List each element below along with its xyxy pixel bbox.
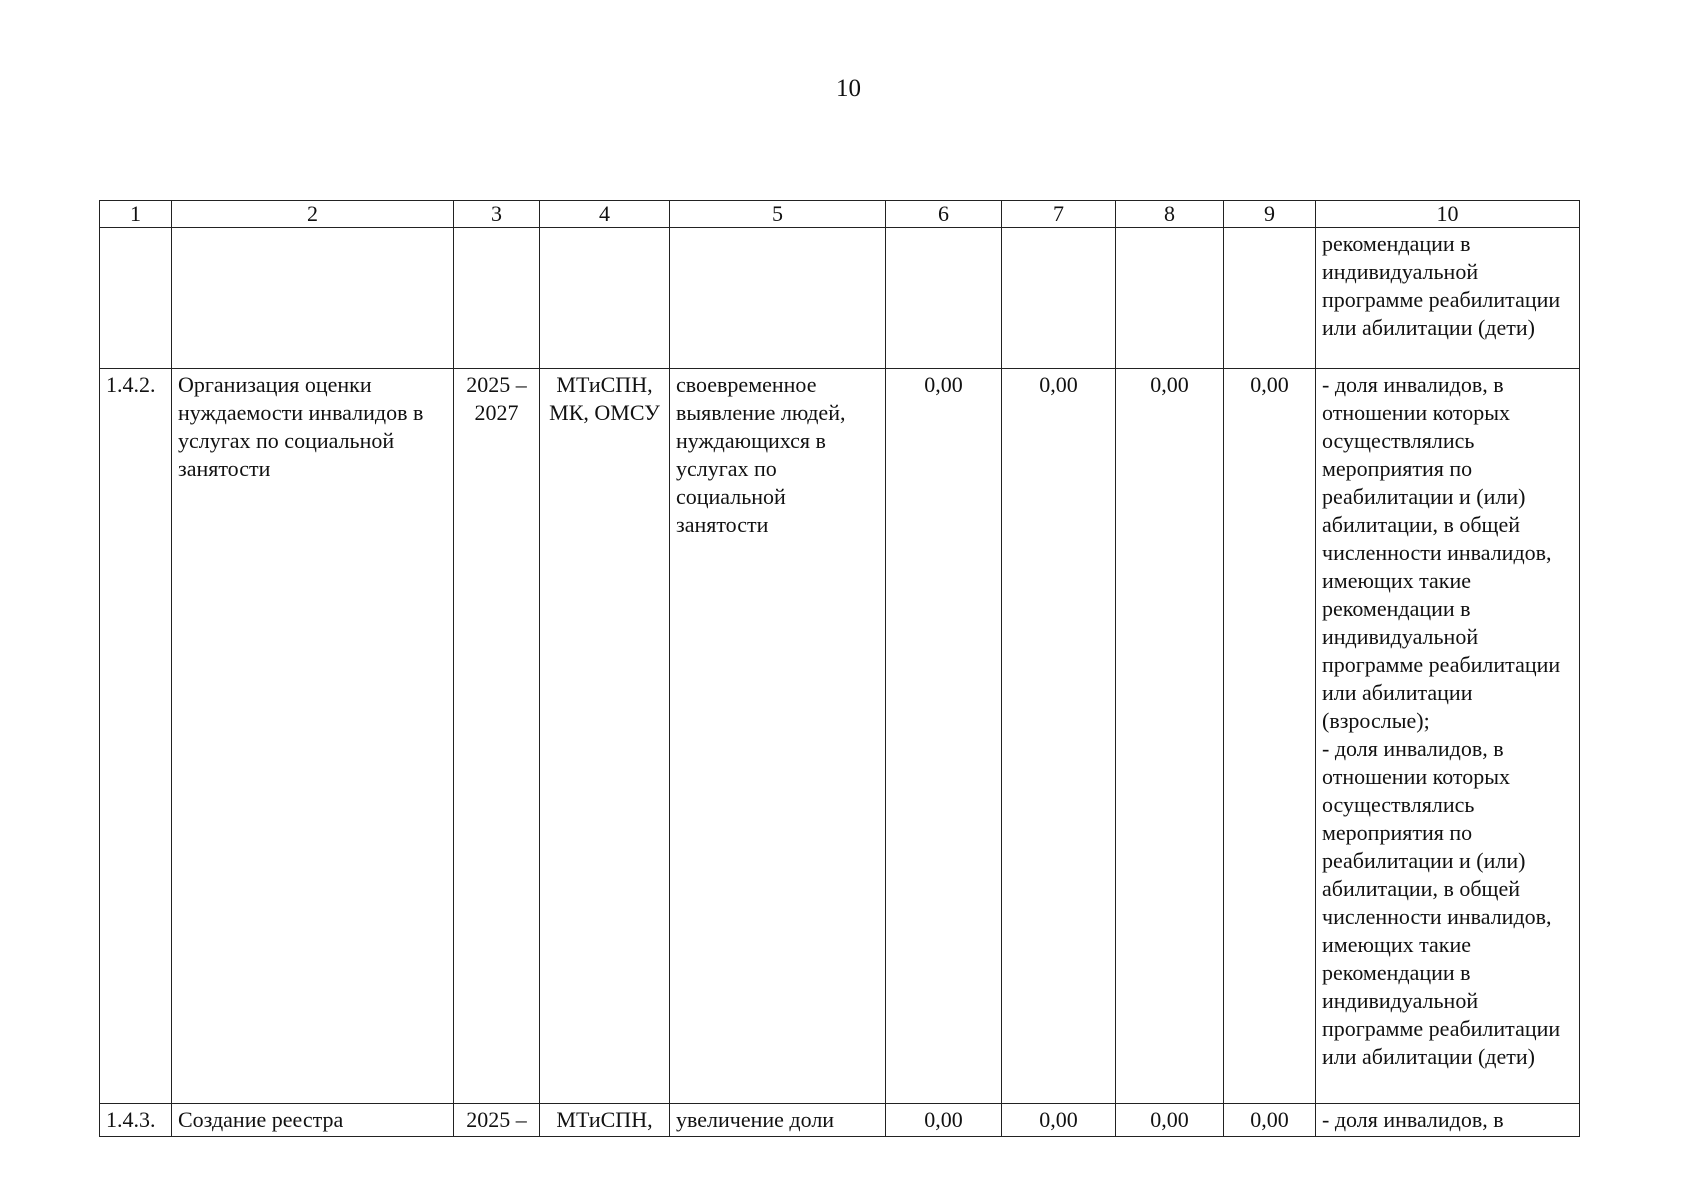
table-cell — [172, 228, 454, 369]
table-cell — [454, 228, 540, 369]
expected-result: своевременное выявление людей, нуждающихся в услугах по социальной занятости — [670, 369, 886, 1104]
value-column-6: 0,00 — [886, 369, 1002, 1104]
implementation-period: 2025 – 2027 — [454, 369, 540, 1104]
column-number-1: 1 — [100, 201, 172, 228]
value-column-9: 0,00 — [1224, 1104, 1316, 1137]
continuation-row — [100, 228, 1580, 369]
measure-name: Организация оценки нуждаемости инвалидов в услугах по социальной занятости — [172, 369, 454, 1104]
value-column-9: 0,00 — [1224, 369, 1316, 1104]
table-row — [100, 1104, 1580, 1137]
column-number-9: 9 — [1224, 201, 1316, 228]
table-cell — [670, 228, 886, 369]
value-column-8: 0,00 — [1116, 1104, 1224, 1137]
indicator-cell: - доля инвалидов, в — [1316, 1104, 1580, 1137]
indicator-cell: - доля инвалидов, в отношении которых осуществлялись мероприятия по реабилитации и (или) абилитации, в общей численности инвалидов, имеющих такие рекомендации в индивидуальной программе реабилитации или абилитации (взрослые); - доля инвалидов, в отношении которых осуществлялись мероприятия по реабилитации и (или) абилитации, в общей численности инвалидов, имеющих такие рекомендации в индивидуальной программе реабилитации или абилитации (дети) — [1316, 369, 1580, 1104]
executors: МТиСПН, МК, ОМСУ — [540, 369, 670, 1104]
column-number-8: 8 — [1116, 201, 1224, 228]
column-number-7: 7 — [1002, 201, 1116, 228]
table-cell — [100, 228, 172, 369]
table-cell — [886, 228, 1002, 369]
executors: МТиСПН, — [540, 1104, 670, 1137]
table-row — [100, 369, 1580, 1104]
table-cell — [1116, 228, 1224, 369]
measure-name: Создание реестра — [172, 1104, 454, 1137]
implementation-period: 2025 – — [454, 1104, 540, 1137]
table-cell — [1002, 228, 1116, 369]
value-column-6: 0,00 — [886, 1104, 1002, 1137]
table-cell — [540, 228, 670, 369]
value-column-8: 0,00 — [1116, 369, 1224, 1104]
item-number: 1.4.3. — [100, 1104, 172, 1137]
column-number-3: 3 — [454, 201, 540, 228]
page-number: 10 — [836, 75, 861, 102]
value-column-7: 0,00 — [1002, 369, 1116, 1104]
column-number-5: 5 — [670, 201, 886, 228]
program-table — [99, 200, 1580, 1137]
table-cell — [1224, 228, 1316, 369]
column-number-row — [100, 201, 1580, 228]
column-number-6: 6 — [886, 201, 1002, 228]
expected-result: увеличение доли — [670, 1104, 886, 1137]
indicator-cell: рекомендации в индивидуальной программе реабилитации или абилитации (дети) — [1316, 228, 1580, 369]
item-number: 1.4.2. — [100, 369, 172, 1104]
value-column-7: 0,00 — [1002, 1104, 1116, 1137]
column-number-10: 10 — [1316, 201, 1580, 228]
column-number-4: 4 — [540, 201, 670, 228]
column-number-2: 2 — [172, 201, 454, 228]
